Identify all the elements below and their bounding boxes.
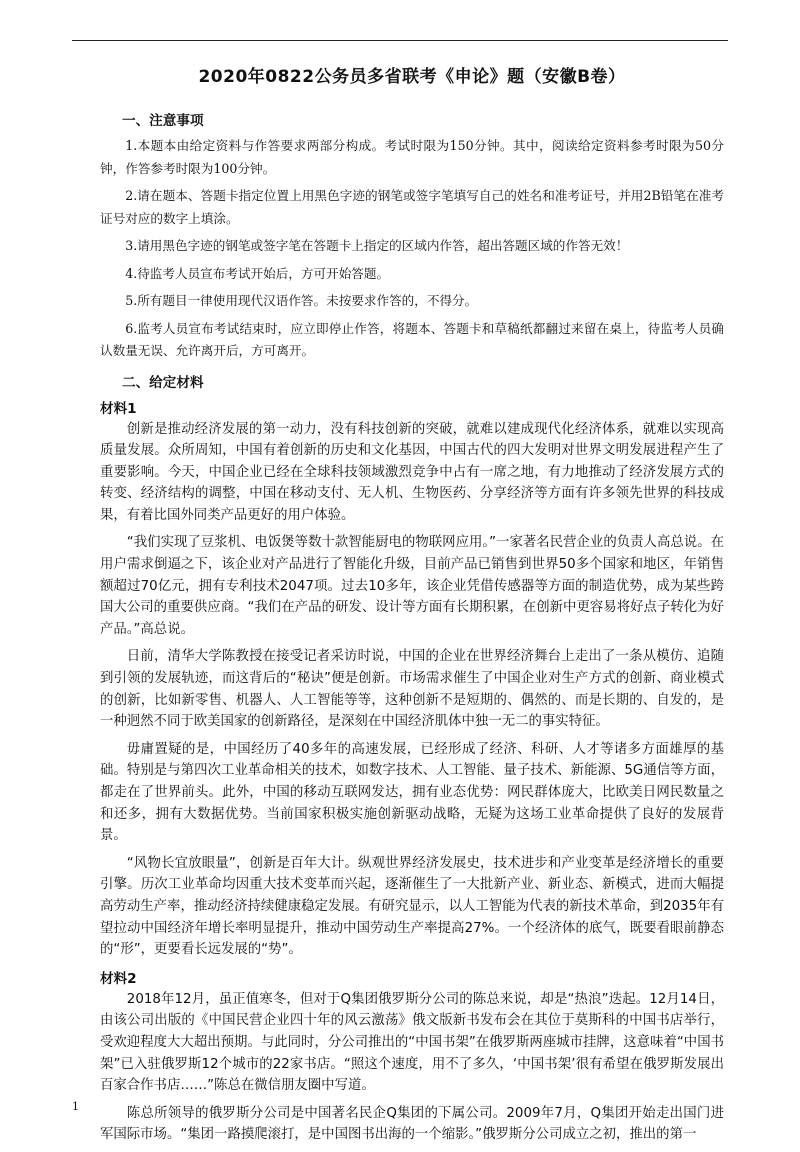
material-paragraph: 日前，清华大学陈教授在接受记者采访时说，中国的企业在世界经济舞台上走出了一条从模仿、追随到引领的发展轨迹，而这背后的“秘诀”便是创新。市场需求催生了中国企业对生产方式的创新、商业模式的创新，比如新零售、机器人、人工智能等等，这种创新不是短期的、偶然的、而是长期的、自发的，是一种迥然不同于欧美国家的创新路径，是深刻在中国经济肌体中独一无二的事实特征。	[100, 649, 724, 730]
notice-item: 1.本题本由给定资料与作答要求两部分构成。考试时限为150分钟。其中，阅读给定资料参考时限为50分钟，作答参考时限为100分钟。	[100, 138, 724, 176]
notice-item: 2.请在题本、答题卡指定位置上用黑色字迹的钢笔或签字笔填写自己的姓名和准考证号，并用2B铅笔在准考证号对应的数字上填涂。	[100, 188, 724, 226]
material-paragraph: “风物长宜放眼量”，创新是百年大计。纵观世界经济发展史，技术进步和产业变革是经济增长的重要引擎。历次工业革命均因重大技术变革而兴起，逐渐催生了一大批新产业、新业态、新模式，进而大幅提高劳动生产率，推动经济持续健康稳定发展。有研究显示，以人工智能为代表的新技术革命，到2035年有望拉动中国经济年增长率明显提升，推动中国劳动生产率提高27%。一个经济体的底气，既要看眼前静态的“形”，更要看长远发展的“势”。	[100, 855, 724, 958]
material-paragraph: “我们实现了豆浆机、电饭煲等数十款智能厨电的物联网应用。”一家著名民营企业的负责人高总说。在用户需求倒逼之下，该企业对产品进行了智能化升级，目前产品已销售到世界50多个国家和地区，年销售额超过70亿元，拥有专利技术2047项。过去10多年，该企业凭借传感器等方面的制造优势，成为某些跨国大公司的重要供应商。“我们在产品的研发、设计等方面有长期积累，在创新中更容易将好点子转化为好产品。”高总说。	[100, 535, 724, 637]
notice-item: 5.所有题目一律使用现代汉语作答。未按要求作答的，不得分。	[125, 293, 478, 308]
notice-item: 4.待监考人员宣布考试开始后，方可开始答题。	[125, 265, 390, 281]
document-title: 2020年0822公务员多省联考《申论》题（安徽B卷）	[198, 67, 626, 87]
notice-item: 3.请用黑色字迹的钢笔或签字笔在答题卡上指定的区域内作答，超出答题区域的作答无效！	[125, 238, 629, 253]
material-paragraph: 创新是推动经济发展的第一动力，没有科技创新的突破，就难以建成现代化经济体系，就难以实现高质量发展。众所周知，中国有着创新的历史和文化基因，中国古代的四大发明对世界文明发展进程产生了重要影响。今天，中国企业已经在全球科技领域激烈竞争中占有一席之地，有力地推动了经济发展方式的转变、经济结构的调整，中国在移动支付、无人机、生物医药、分享经济等方面有许多领先世界的科技成果，有着比国外同类产品更好的用户体验。	[100, 421, 724, 523]
header-rule	[72, 40, 728, 41]
materials-heading: 二、给定材料	[122, 374, 204, 391]
notice-item: 6.监考人员宣布考试结束时，应立即停止作答，将题本、答题卡和草稿纸都翻过来留在桌上，待监考人员确认数量无误、允许离开后，方可离开。	[100, 320, 724, 358]
document-page	[100, 62, 724, 1152]
page-number: 1	[72, 1100, 79, 1113]
material-1-title: 材料1	[100, 400, 137, 417]
material-paragraph: 陈总所领导的俄罗斯分公司是中国著名民企Q集团的下属公司。2009年7月，Q集团开始走出国门进军国际市场。“集团一路摸爬滚打，是中国图书出海的一个缩影。”俄罗斯分公司成立之初，推出的第一	[100, 1105, 724, 1143]
notice-heading: 一、注意事项	[122, 113, 204, 129]
material-2-title: 材料2	[100, 970, 137, 987]
material-paragraph: 毋庸置疑的是，中国经历了40多年的高速发展，已经形成了经济、科研、人才等诸多方面雄厚的基础。特别是与第四次工业革命相关的技术，如数字技术、人工智能、量子技术、新能源、5G通信等方面，都走在了世界前头。此外，中国的移动互联网发达，拥有业态优势：网民群体庞大，比欧美日网民数量之和还多，拥有大数据优势。当前国家积极实施创新驱动战略，无疑为这场工业革命提供了良好的发展背景。	[100, 741, 724, 844]
material-paragraph: 2018年12月，虽正值寒冬，但对于Q集团俄罗斯分公司的陈总来说，却是“热浪”迭起。12月14日，由该公司出版的《中国民营企业四十年的风云激荡》俄文版新书发布会在其位于莫斯科的中国书店举行，受欢迎程度大大超出预期。与此同时，分公司推出的“中国书架”在俄罗斯两座城市挂牌，这意味着“中国书架”已入驻俄罗斯12个城市的22家书店。“照这个速度，用不了多久，‘中国书架’很有希望在俄罗斯发展出百家合作书店……”陈总在微信朋友圈中写道。	[100, 991, 724, 1094]
